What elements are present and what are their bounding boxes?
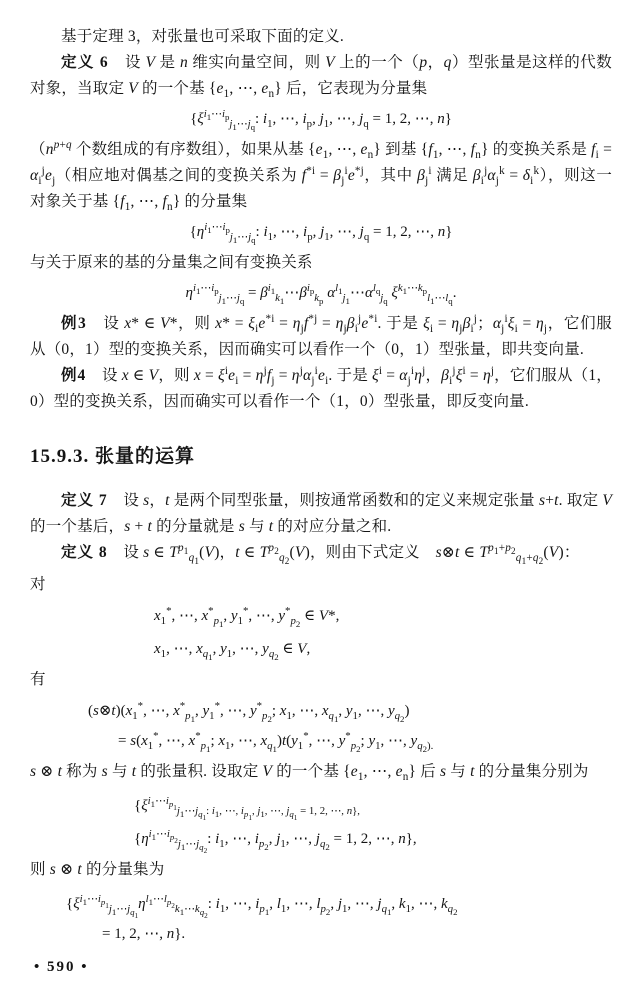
vector-arguments-formula: $x_1$, ⋯, $x_{q_1}$, $y_1$, ⋯, $y_{q_2}$ ∈ V,	[154, 641, 311, 663]
t-components-formula: {$\eta^{i_1\cdots i_{p_2}}_{j_1\cdots j_{q_2}}$: $i_1$, ⋯, $i_{p_2}$, $j_1$, ⋯, $j_{q_2} = 1$, 2, ⋯, n},	[134, 828, 417, 855]
transformation-formula: $\eta^{i_1\cdots i_p}_{j_1\cdots j_q}$ = $\beta^{i_1}_{k_1}\cdots\beta^{i_p}_{k_p}$ $\alpha^{l_1}_{j_1}\cdots\alpha^{l_q}_{j_q}$ $\xi^{k_1\cdots k_p}_{l_1\cdots l_q}$.	[185, 282, 457, 307]
tensor-product-formula-line2: = $s(x_1^*$, ⋯, $x^*_{p_1}$; $x_1$, ⋯, $x_{q_1})t(y_1^*$, ⋯, $y^*_{p_2}$; $y_1$, ⋯, $y_{q_2).}$	[118, 730, 434, 755]
definition-7-paragraph: 定义 7 设 s，t 是两个同型张量，则按通常函数和的定义来规定张量 s+t. 取定 V 的一个基后，s + t 的分量就是 s 与 t 的对应分量之和.	[30, 492, 612, 535]
eta-component-set-formula: {$\eta^{i_1\cdots i_p}_{j_1\cdots j_q}$: $i_1$, ⋯, $i_p$, $j_1$, ⋯, $j_q = 1$, 2, ⋯, n}	[189, 221, 453, 246]
tensor-product-formula-line1: $(s\otimes t)(x_1^*$, ⋯, $x^*_{p_1}$, $y_1^*$, ⋯, $y^*_{p_2}$; $x_1$, ⋯, $x_{q_1}$, $y_1$, ⋯, $y_{q_2}$)	[88, 700, 410, 725]
for-word: 对	[30, 576, 46, 593]
basis-change-paragraph: （$n^{p+q}$ 个数组成的有序数组），如果从基 {$e_1$, ⋯, $e_n$} 到基 {$f_1$, ⋯, $f_n$} 的变换关系是 $f_i = \alpha_i^je_j$（相应地对偶基之间的变换关系为 $f^{*i} = \beta_j^ie^{*j}$，其中 $\beta_j^i$ 满足 $\beta_i^j\alpha_j^k = \delta_i^k$），则这一对象关于基 {$f_1$, ⋯, $f_n$} 的分量集	[30, 138, 613, 214]
section-heading: 15.9.3. 张量的运算	[30, 446, 196, 467]
then-line: 则 s ⊗ t 的分量集为	[30, 861, 165, 878]
definition-6-paragraph: 定义 6 设 V 是 n 维实向量空间，则 V 上的一个（p，q）型张量是这样的代数对象，当取定 V 的一个基 {$e_1$, ⋯, $e_n$} 后，它表现为分量集	[30, 54, 612, 101]
definition-8-paragraph: 定义 8 设 s ∈ $T^{p_1}_{q_1}(V)$，t ∈ $T^{p_2}_{q_2}(V)$，则由下式定义 s⊗t ∈ $T^{p_1+p_2}_{q_1+q_2}(V)$：	[61, 541, 580, 567]
dual-arguments-formula: $x_1^*$, ⋯, $x^*_{p_1}$, $y_1^*$, ⋯, $y^*_{p_2}$ ∈ V*,	[154, 605, 340, 630]
page-number: • 590 •	[34, 959, 89, 975]
intro-paragraph: 基于定理 3，对张量也可采取下面的定义.	[61, 28, 345, 45]
example-4-paragraph: 例4 设 x ∈ V，则 $x = \xi^ie_i = \eta^jf_j = \eta^j\alpha_j^ie_i$. 于是 $\xi^i = \alpha_j^i\eta^j$，$\beta_i^j\xi^i = \eta^j$，它们服从（1，0）型的变换关系，因而确实可以看作一个（1，0）型张量，即反变向量.	[30, 364, 612, 410]
xi-component-set-formula: {$\xi^{i_1\cdots i_p}_{j_1\cdots j_q}$: $i_1$, ⋯, $i_p$, $j_1$, ⋯, $j_q = 1$, 2, ⋯, n}	[190, 108, 452, 133]
result-components-formula-line1: {$\xi^{i_1\cdots i_{p_1}}_{j_1\cdots j_{q_1}}\eta^{l_1\cdots l_{p_2}}_{k_1\cdots k_{q_2}}$: $i_1$, ⋯, $i_{p_1}$, $l_1$, ⋯, $l_{p_2}$, $j_1$, ⋯, $j_{q_1}$, $k_1$, ⋯, $k_{q_2}$	[66, 893, 458, 920]
example-3-paragraph: 例3 设 x* ∈ V*，则 $x* = \xi_ie^{*i} = \eta_jf^{*j} = \eta_j\beta_i^je^{*i}$. 于是 $\xi_i = \eta_j\beta_i^j$；$\alpha_j^i\xi_i = \eta_j$，它们服从（0，1）型的变换关系，因而确实可以看作一个（0，1）型张量，即共变向量.	[30, 312, 613, 358]
have-word: 有	[30, 671, 46, 688]
s-components-formula: {$\xi^{i_1\cdots i_{p_1}}_{j_1\cdots j_{q_1}: i_1, \cdots, i_{p_1}, j_1, \cdots, j_{q_1} = 1, 2, \cdots, n\},}$	[134, 795, 360, 822]
tensor-product-paragraph: s ⊗ t 称为 s 与 t 的张量积. 设取定 V 的一个基 {$e_1$, ⋯, $e_n$} 后 s 与 t 的分量集分别为	[30, 763, 589, 784]
result-components-formula-line2: = 1, 2, ⋯, n}.	[102, 926, 186, 942]
relation-intro-line: 与关于原来的基的分量集之间有变换关系	[30, 254, 313, 271]
